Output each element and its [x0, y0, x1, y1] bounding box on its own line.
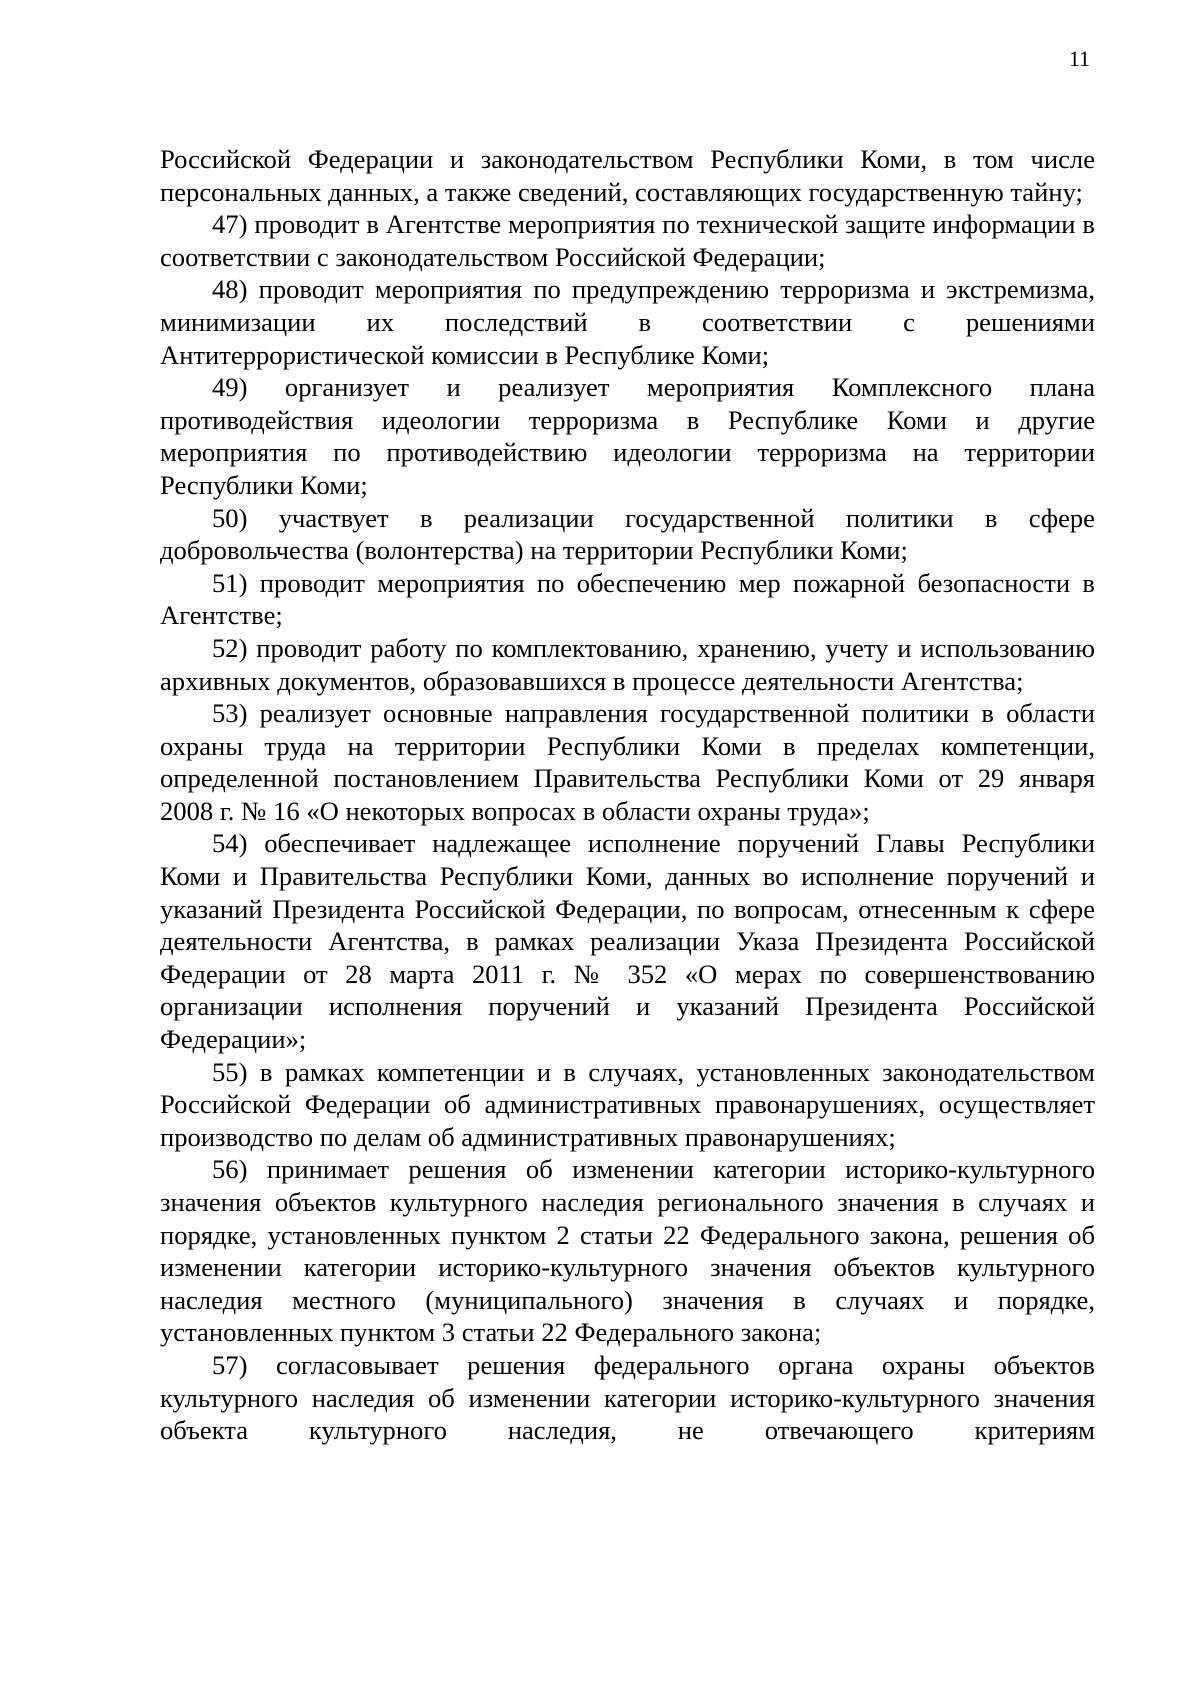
paragraph-item-48: 48) проводит мероприятия по предупреждению терроризма и экстремизма, минимизации их последствий в соответствии с решениями Антитеррористической комиссии в Республике Коми; — [160, 274, 1095, 370]
page-number: 11 — [1068, 46, 1090, 71]
paragraph-item-51: 51) проводит мероприятия по обеспечению мер пожарной безопасности в Агентстве; — [160, 567, 1095, 631]
paragraph-continuation: Российской Федерации и законодательством Республики Коми, в том числе персональных данных, а также сведений, составляющих государственную тайну; — [160, 144, 1095, 207]
paragraph-item-54: 54) обеспечивает надлежащее исполнение поручений Главы Республики Коми и Правительства Республики Коми, данных во исполнение поручений и указаний Президента Российской Федерации, по вопросам, отнесенным к сфере деятельности Агентства, в рамках реализации Указа Президента Российской Федерации от 28 марта 2011 г. № 352 «О мерах по совершенствованию организации исполнения поручений и указаний Президента Российской Федерации»; — [160, 828, 1095, 1055]
document-body — [160, 143, 1095, 1447]
paragraph-item-57: 57) согласовывает решения федерального органа охраны объектов культурного наследия об изменении категории историко-культурного значения объекта культурного наследия, не отвечающего критериям — [160, 1349, 1095, 1446]
paragraph-item-52: 52) проводит работу по комплектованию, хранению, учету и использованию архивных документов, образовавшихся в процессе деятельности Агентства; — [160, 632, 1095, 696]
paragraph-item-50: 50) участвует в реализации государственной политики в сфере добровольчества (волонтерства) на территории Республики Коми; — [160, 502, 1095, 566]
paragraph-item-53: 53) реализует основные направления государственной политики в области охраны труда на территории Республики Коми в пределах компетенции, определенной постановлением Правительства Республики Коми от 29 января 2008 г. № 16 «О некоторых вопросах в области охраны труда»; — [160, 698, 1095, 826]
paragraph-item-56: 56) принимает решения об изменении категории историко-культурного значения объектов культурного наследия регионального значения в случаях и порядке, установленных пунктом 2 статьи 22 Федерального закона, решения об изменении категории историко-культурного значения объектов культурного наследия местного (муниципального) значения в случаях и порядке, установленных пунктом 3 статьи 22 Федерального закона; — [160, 1154, 1095, 1348]
paragraph-item-47: 47) проводит в Агентстве мероприятия по технической защите информации в соответствии с законодательством Российской Федерации; — [160, 209, 1095, 272]
paragraph-item-55: 55) в рамках компетенции и в случаях, установленных законодательством Российской Федерации об административных правонарушениях, осуществляет производство по делам об административных правонарушениях; — [160, 1056, 1095, 1152]
paragraph-item-49: 49) организует и реализует мероприятия Комплексного плана противодействия идеологии терроризма в Республике Коми и другие мероприятия по противодействию идеологии терроризма на территории Республики Коми; — [160, 372, 1095, 500]
